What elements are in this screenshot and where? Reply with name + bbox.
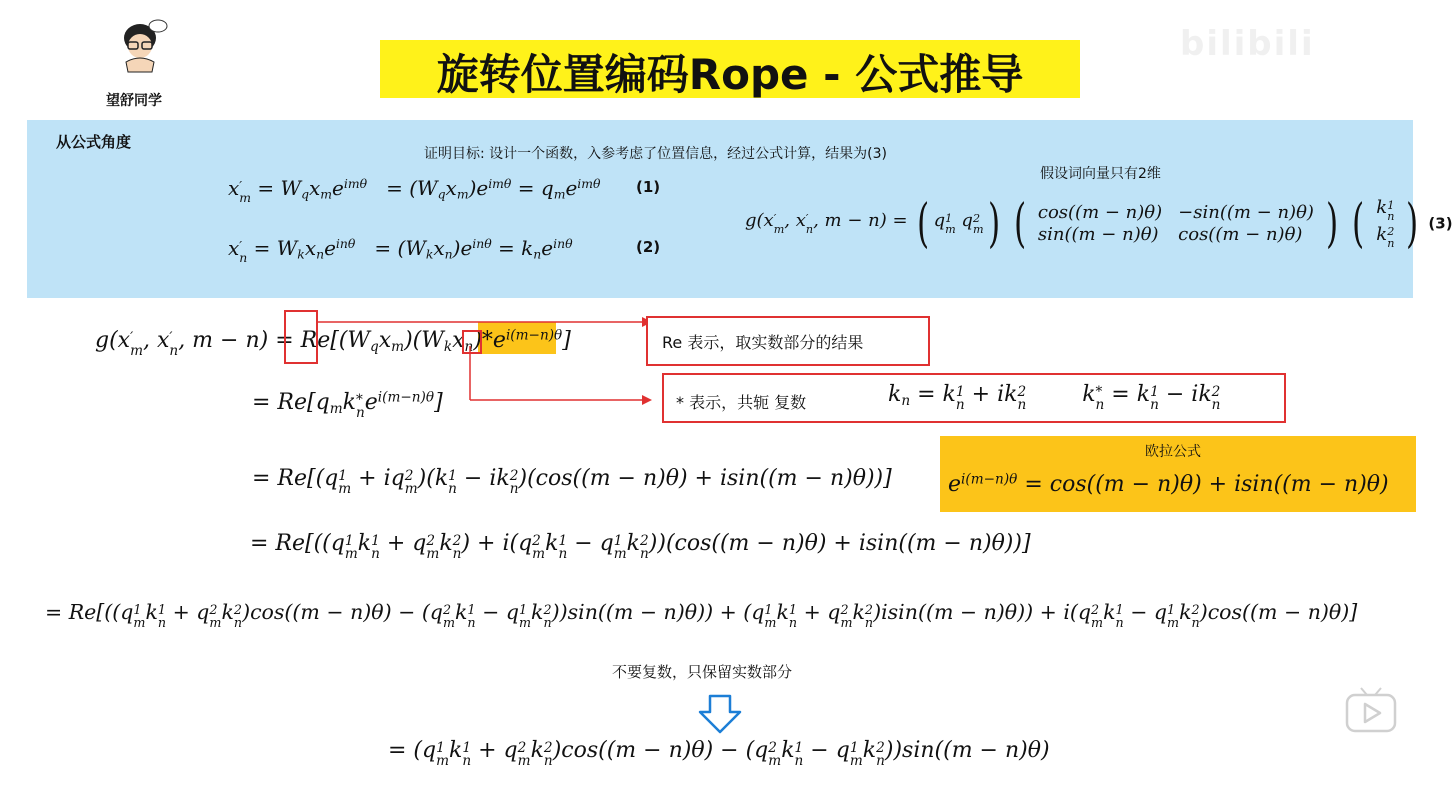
derivation-line-2: = $Re[q_mk$ * n $e^{i(m-n)\theta}$] (252, 389, 443, 422)
conj-callout-text: * 表示，共轭 复数 (676, 393, 807, 412)
play-button[interactable] (1343, 686, 1399, 734)
author-name: 望舒同学 (106, 93, 162, 109)
assumption-note: 假设词向量只有2维 (1040, 166, 1161, 182)
derivation-line-1: g(x ′ m , x ′ n , $m - n) = Re[(W_qx_m)(W_kx_n)*e^{i(m-n)\theta}]$ (95, 327, 571, 360)
euler-equation: $e^{i(m-n)\theta} = \cos((m - n)\theta) + isin((m - n)\theta)$ (948, 471, 1389, 497)
equation-1: x ′ m = $W_qx_me^{im\theta} = (W_qx_m)e^{im\theta} = q_me^{im\theta}$ (228, 176, 601, 206)
derivation-line-5: = Re[((q 1 m k 1 n + q 2 m k 2 n )cos((m − n)θ) − (q 2 m k 1 n − q 1 m k 2 n ))sin((m − n)θ)) + (q 1 m k 1 n + q 2 m k 2 n )isin((m − n)θ)) + i(q 2 m k 1 n − q 1 m k 2 n )cos((m − n)θ)] (45, 600, 1358, 630)
equation-2-number: (2) (636, 238, 661, 256)
re-callout-text: Re 表示，取实数部分的结果 (662, 333, 864, 352)
derivation-line-4: = Re[((q 1 m k 1 n + q 2 m k 2 n ) + i(q 2 m k 1 n − q 1 m k 2 n ))(cos((m − n)θ) + isin((m − n)θ))] (250, 531, 1031, 563)
equation-3: g(x ′ m , x ′ n , m − n) = ( q 1 m q 2 m ) ( cos((m − n)θ) −sin((m − n)θ) sin((m − n)θ) cos((m − n)θ) ) ( k 1 n k 2 n ) (3) (745, 193, 1453, 254)
equation-3-number: (3) (1428, 214, 1453, 233)
euler-label: 欧拉公式 (1145, 444, 1201, 460)
watermark: bilibili (1180, 24, 1315, 64)
derivation-line-3: = Re[(q 1 m + iq 2 m )(k 1 n − ik 2 n )(cos((m − n)θ) + isin((m − n)θ))] (252, 466, 892, 498)
conj-equation: $k_n = k$ 1 n + ik 2 n k * n = k 1 n − ik 2 n (888, 382, 1221, 414)
final-result: = (q 1 m k 1 n + q 2 m k 2 n )cos((m − n)θ) − (q 2 m k 1 n − q 1 m k 2 n ))sin((m − n)θ) (388, 738, 1050, 770)
proof-goal: 证明目标: 设计一个函数，入参考虑了位置信息，经过公式计算，结果为(3) (424, 146, 887, 162)
page-title: 旋转位置编码Rope - 公式推导 (436, 50, 1024, 99)
section-label: 从公式角度 (56, 133, 132, 151)
avatar-icon (116, 18, 168, 74)
down-arrow-icon (698, 694, 742, 738)
play-icon (1343, 686, 1399, 734)
real-part-note: 不要复数，只保留实数部分 (612, 663, 793, 681)
equation-2: x ′ n = $W_kx_ne^{in\theta} = (W_kx_n)e^{in\theta} = k_ne^{in\theta}$ (228, 236, 573, 266)
equation-1-number: (1) (636, 178, 661, 196)
